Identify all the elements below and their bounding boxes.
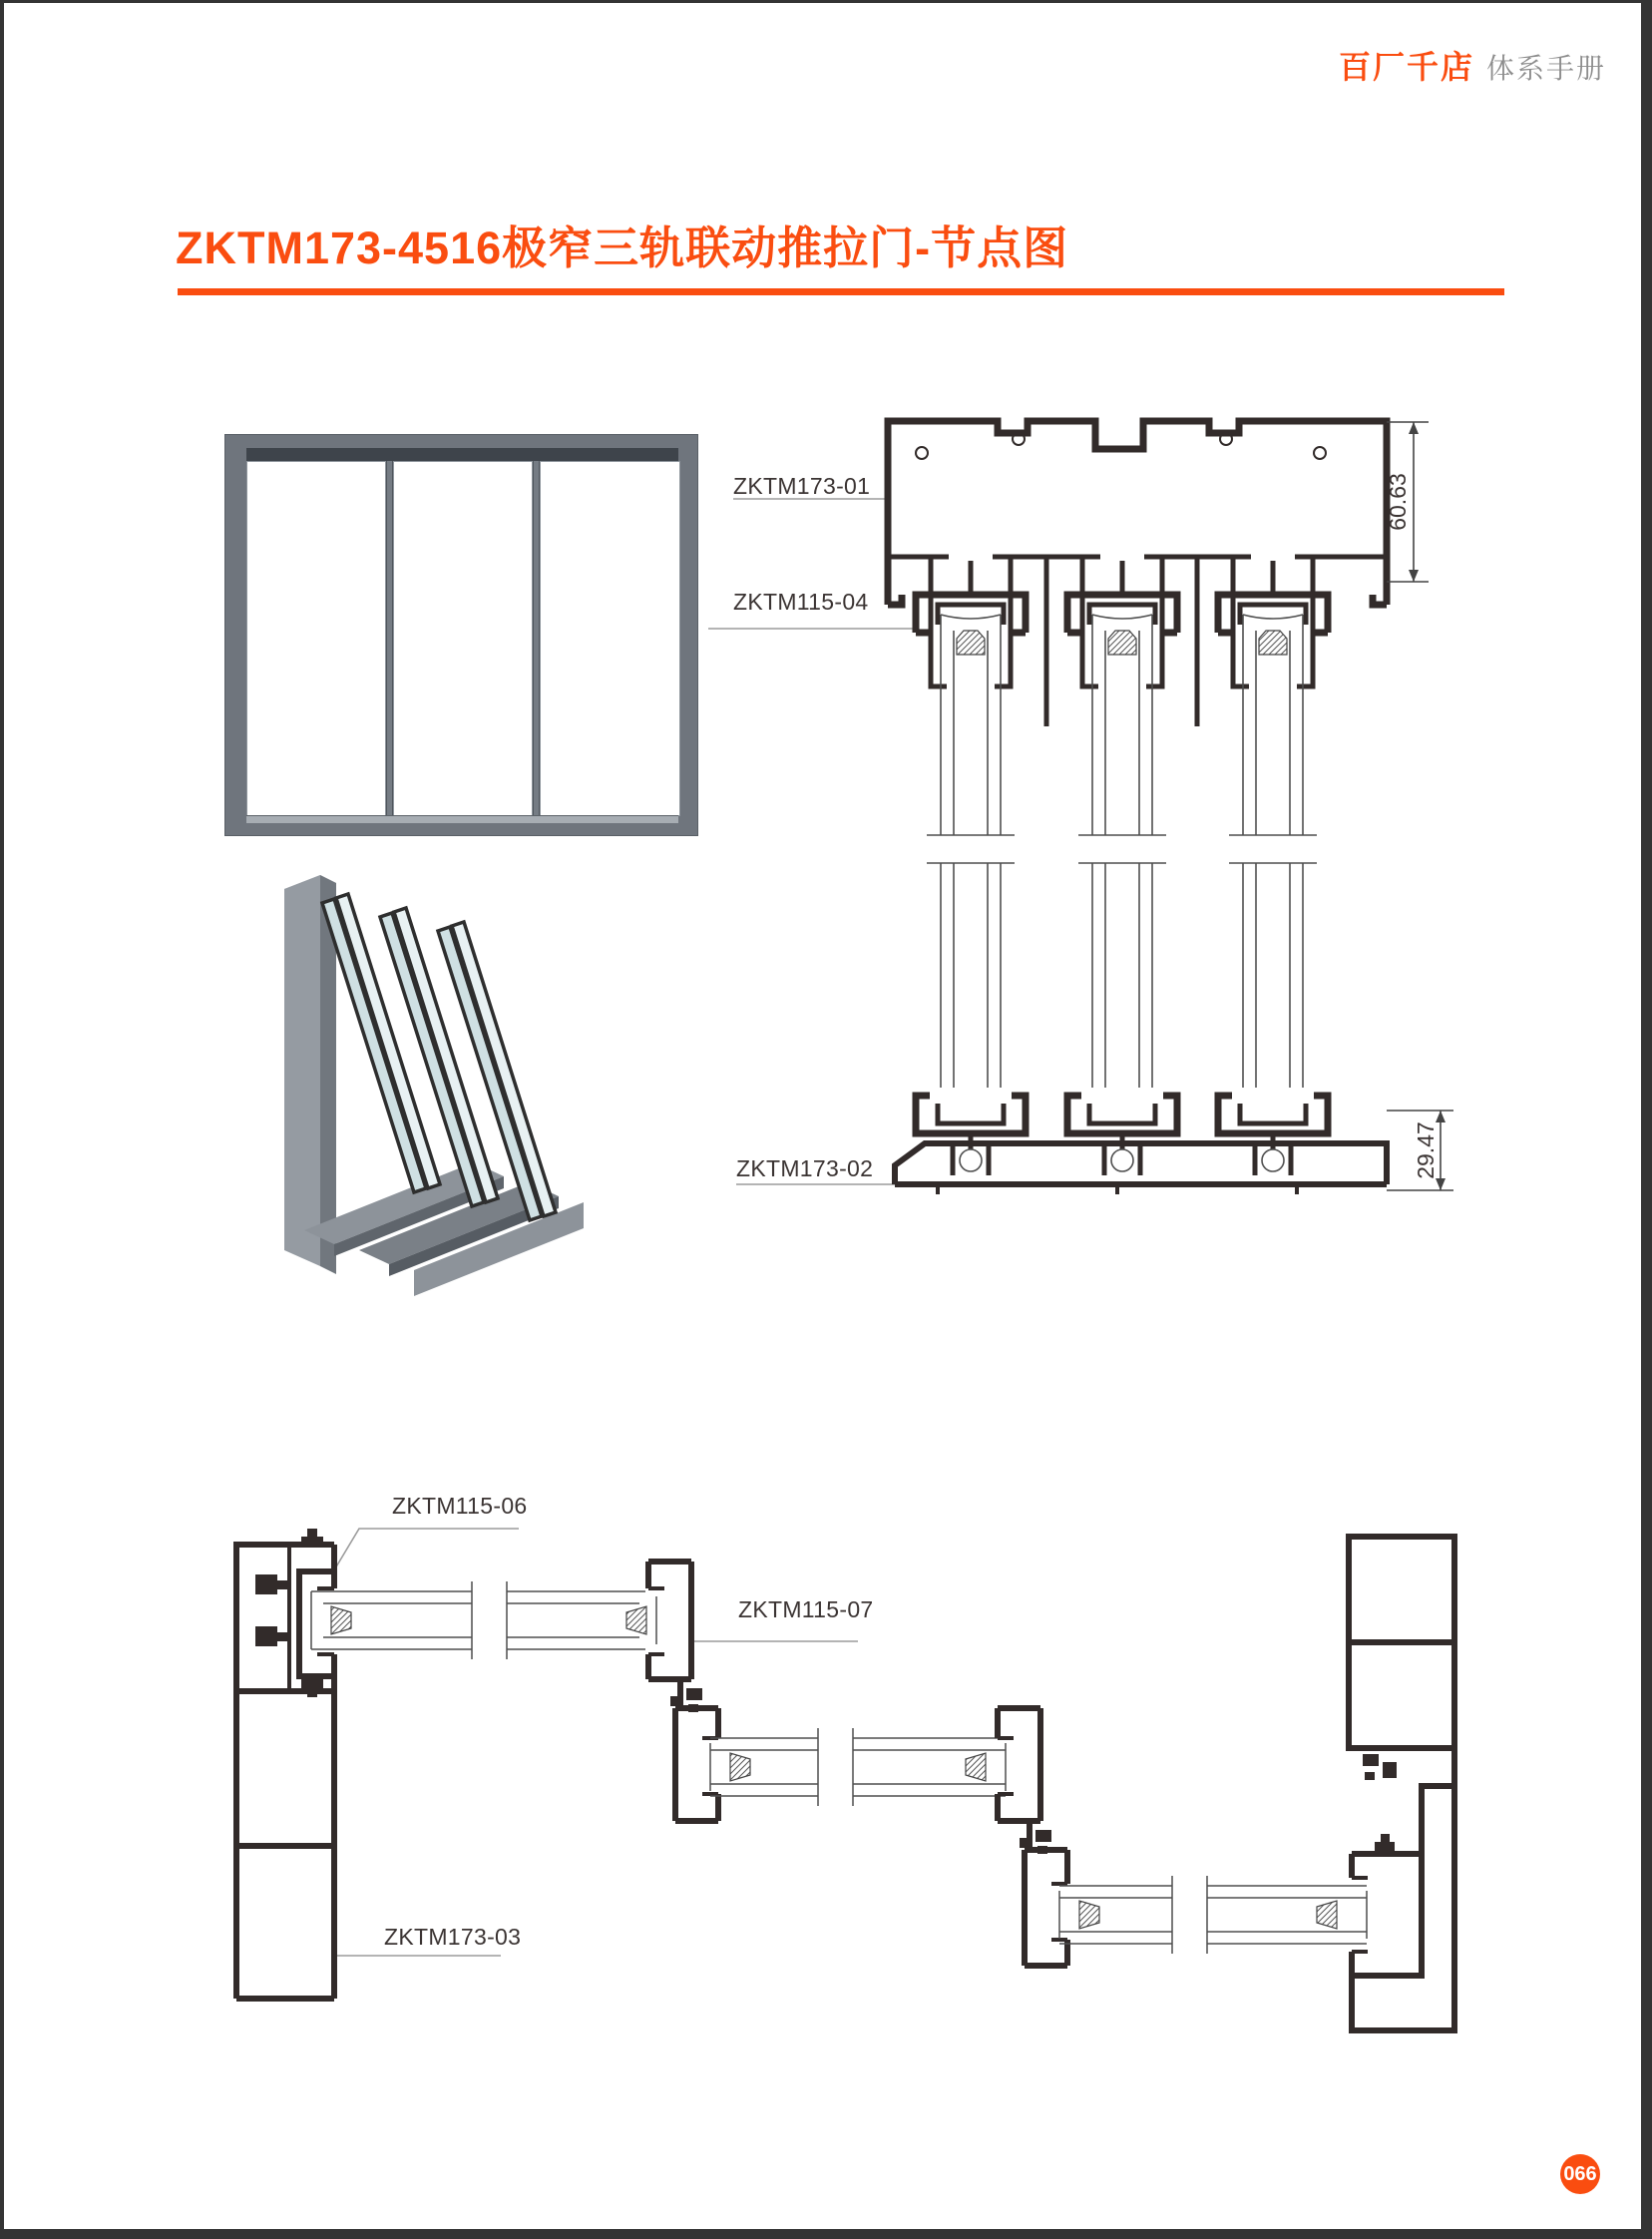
panel-section-3: [1218, 557, 1328, 1175]
door-render-mullion-2: [533, 461, 540, 816]
handbook-label: 体系手册: [1485, 53, 1606, 84]
profile-cutaway-render: [264, 863, 584, 1312]
page-header: [1339, 42, 1606, 88]
right-jamb-profile: [1349, 1537, 1454, 2030]
door-render-top-track: [246, 448, 678, 461]
panel-section-1: [916, 557, 1026, 1175]
label-top-track: ZKTM173-01: [733, 473, 871, 499]
page-title: ZKTM173-4516极窄三轨联动推拉门-节点图: [176, 223, 1069, 273]
plan-leader-lines: [332, 1529, 858, 1956]
dimension-top-track-height: 60.63: [1385, 473, 1411, 531]
render-jamb: [284, 875, 336, 1274]
interlock-pair-a: [648, 1562, 718, 1821]
door-render-panel-3: [540, 461, 680, 816]
plan-glass-panel-2: [710, 1728, 1006, 1806]
left-jamb-profile: [236, 1529, 334, 1999]
label-side-frame: ZKTM173-03: [384, 1924, 522, 1950]
page-border-right: [1641, 0, 1652, 2239]
title-underline: [178, 288, 1504, 295]
render-glass-panes: [322, 894, 556, 1220]
panel-section-2: [1067, 557, 1177, 1175]
plan-section-drawing: [219, 1477, 1526, 2055]
label-interlock-mid: ZKTM115-07: [738, 1596, 874, 1622]
brand-logo-text: 百厂千店: [1338, 49, 1474, 85]
panel-sections: [916, 557, 1328, 1175]
door-render-mullion-1: [386, 461, 393, 816]
page-border-bottom: [0, 2229, 1652, 2239]
label-hanger: ZKTM115-04: [733, 589, 869, 615]
label-bottom-track: ZKTM173-02: [736, 1155, 874, 1181]
door-render-sill: [246, 815, 678, 823]
interlock-pair-b: [998, 1708, 1067, 1966]
label-interlock-top: ZKTM115-06: [392, 1493, 528, 1519]
plan-glass-panel-1: [311, 1581, 656, 1659]
door-render-panel-2: [393, 461, 533, 816]
page-number-badge: 066: [1560, 2154, 1600, 2194]
dimension-bottom-track-height: 29.47: [1413, 1121, 1439, 1179]
door-render-panel-1: [246, 461, 386, 816]
page-border-left: [0, 0, 4, 2239]
page-border-top: [0, 0, 1652, 3]
door-front-render: [224, 434, 698, 836]
